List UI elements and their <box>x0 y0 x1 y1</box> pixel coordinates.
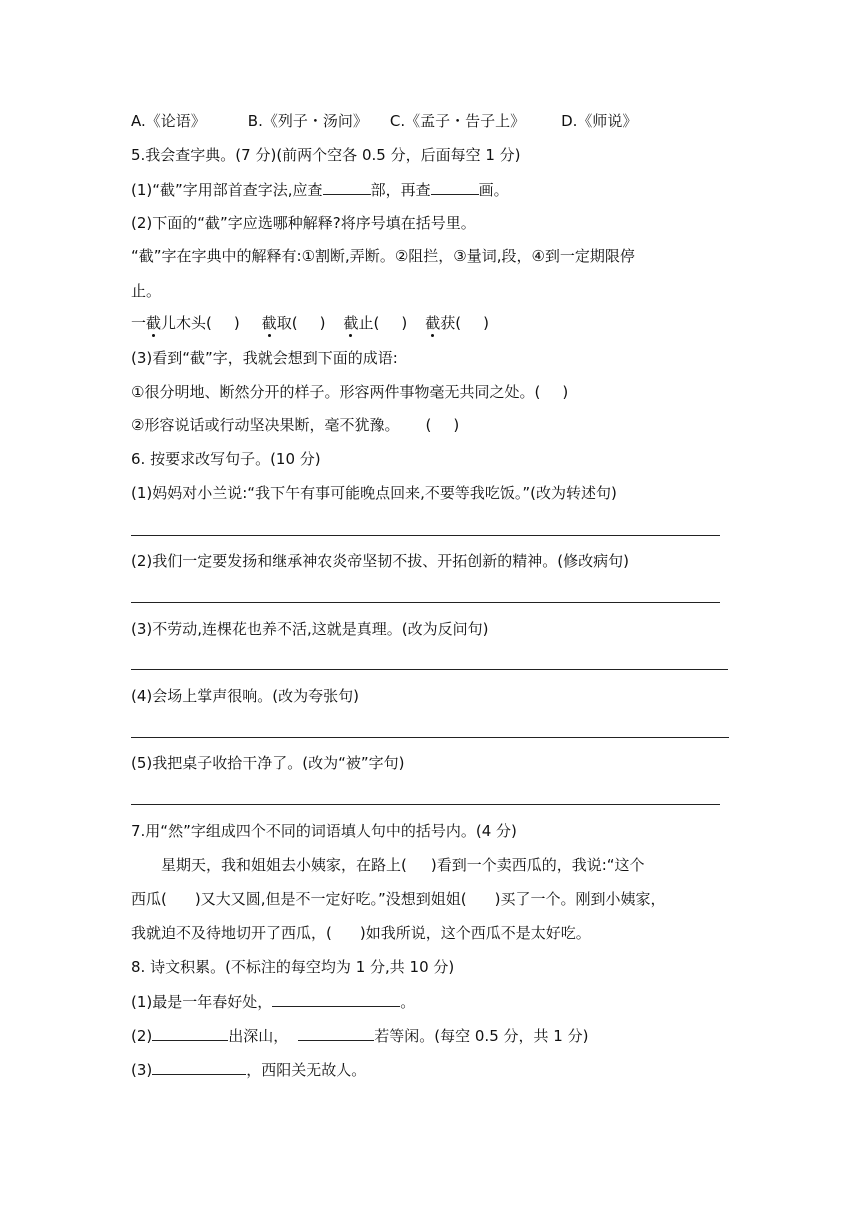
word-text: 取( <box>276 314 298 332</box>
q6-item-1: (1)妈妈对小兰说:“我下午有事可能晚点回来,不要等我吃饭。”(改为转述句) <box>131 484 617 502</box>
answer-line[interactable] <box>131 804 720 805</box>
fill-blank[interactable] <box>152 1024 228 1041</box>
poem-text: 出深山， <box>228 1027 289 1045</box>
word-item <box>262 314 326 332</box>
poem-text: (3) <box>131 1061 153 1079</box>
passage-text: 星期天，我和姐姐去小姨家，在路上( <box>161 856 407 874</box>
poem-text: (2) <box>131 1027 153 1045</box>
q5-part1 <box>131 178 509 201</box>
poem-text: 若等闲。(每空 0.5 分，共 1 分) <box>374 1027 589 1045</box>
q5-words <box>131 312 489 334</box>
q8-title: 8. 诗文积累。(不标注的每空均为 1 分,共 10 分) <box>131 958 455 976</box>
q6-item-5: (5)我把桌子收拾干净了。(改为“被”字句) <box>131 754 405 772</box>
fill-blank[interactable] <box>431 178 479 195</box>
answer-line[interactable] <box>131 669 728 670</box>
word-text: 止( <box>358 314 380 332</box>
passage-text: 我就迫不及待地切开了西瓜，( <box>131 924 332 942</box>
answer-line[interactable] <box>131 602 720 603</box>
q4-options <box>131 110 637 132</box>
q5-definitions-cont: 止。 <box>131 282 162 300</box>
q6-item-4: (4)会场上掌声很响。(改为夸张句) <box>131 687 359 705</box>
word-item <box>425 314 489 332</box>
fill-blank[interactable] <box>152 1058 246 1075</box>
q5-p1-text: 部，再查 <box>370 181 431 199</box>
poem-text: (1)最是一年春好处， <box>131 993 273 1011</box>
word-text: ) <box>483 314 489 332</box>
passage-text: )买了一个。刚到小姨家， <box>494 890 666 908</box>
idiom-text: ) <box>562 383 569 401</box>
q5-part2: (2)下面的“截”字应选哪种解释?将序号填在括号里。 <box>131 214 476 232</box>
dotted-char: 截 <box>425 314 441 332</box>
idiom-text: ①很分明地、断然分开的样子。形容两件事物毫无共同之处。( <box>131 383 541 401</box>
fill-blank[interactable] <box>272 990 400 1007</box>
q7-passage-line-1 <box>161 854 645 876</box>
q5-p1-text: 画。 <box>478 181 509 199</box>
q5-definitions: “截”字在字典中的解释有:①割断,弄断。②阻拦，③量词,段，④到一定期限停 <box>131 247 635 265</box>
word-text: 一 <box>131 314 147 332</box>
q8-line-3 <box>131 1058 366 1081</box>
q5-part3: (3)看到“截”字，我就会想到下面的成语: <box>131 349 398 367</box>
dotted-char: 截 <box>261 314 277 332</box>
word-text: 获( <box>440 314 462 332</box>
fill-blank[interactable] <box>323 178 371 195</box>
passage-text: )看到一个卖西瓜的，我说:“这个 <box>430 856 645 874</box>
q8-line-1 <box>131 990 415 1013</box>
q5-p1-text: (1)“截”字用部首查字法,应查 <box>131 181 323 199</box>
word-text: ) <box>233 314 240 332</box>
q5-idiom-1 <box>131 381 568 403</box>
option-b: B.《列子・汤问》 <box>247 112 368 130</box>
word-item <box>131 314 240 332</box>
answer-line[interactable] <box>131 535 720 536</box>
word-item <box>343 314 407 332</box>
option-d: D.《师说》 <box>561 112 638 130</box>
q6-item-3: (3)不劳动,连棵花也养不活,这就是真理。(改为反问句) <box>131 620 489 638</box>
passage-text: )如我所说，这个西瓜不是太好吃。 <box>359 924 591 942</box>
fill-blank[interactable] <box>298 1024 374 1041</box>
q7-passage-line-2 <box>131 888 665 910</box>
q7-title: 7.用“然”字组成四个不同的词语填人句中的括号内。(4 分) <box>131 822 517 840</box>
passage-text: 西瓜( <box>131 890 167 908</box>
option-a: A.《论语》 <box>131 112 206 130</box>
q5-idiom-2 <box>131 414 459 436</box>
word-text: 儿木头( <box>161 314 212 332</box>
passage-text: )又大又圆,但是不一定好吃。”没想到姐姐( <box>194 890 467 908</box>
option-c: C.《孟子・告子上》 <box>389 112 526 130</box>
poem-text: 。 <box>400 993 416 1011</box>
idiom-text: ) <box>453 416 460 434</box>
q5-title: 5.我会查字典。(7 分)(前两个空各 0.5 分，后面每空 1 分) <box>131 146 521 164</box>
dotted-char: 截 <box>343 314 359 332</box>
q7-passage-line-3 <box>131 922 591 944</box>
poem-text: ，西阳关无故人。 <box>246 1061 367 1079</box>
q8-line-2 <box>131 1024 588 1047</box>
q6-title: 6. 按要求改写句子。(10 分) <box>131 450 321 468</box>
word-text: ) <box>401 314 408 332</box>
answer-line[interactable] <box>131 737 729 738</box>
idiom-text: ( <box>425 416 432 434</box>
word-text: ) <box>319 314 326 332</box>
q6-item-2: (2)我们一定要发扬和继承神农炎帝坚韧不拔、开拓创新的精神。(修改病句) <box>131 552 629 570</box>
idiom-text: ②形容说话或行动坚决果断，毫不犹豫。 <box>131 416 400 434</box>
dotted-char: 截 <box>146 314 162 332</box>
